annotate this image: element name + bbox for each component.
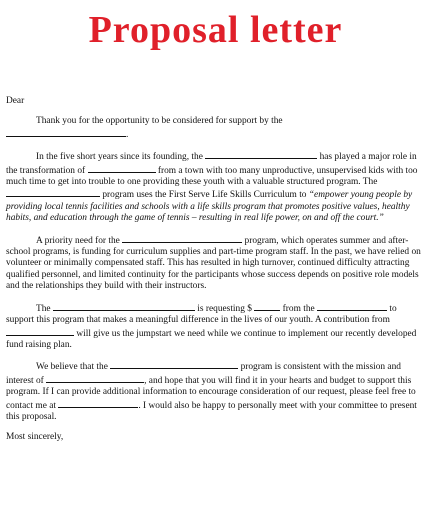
p4-text-b: is requesting $ xyxy=(197,303,252,314)
blank-field xyxy=(6,188,100,197)
p4-text-d: to support this program that makes a meaningful difference in the lives of our youth. A contribution from xyxy=(6,303,397,326)
blank-field xyxy=(122,234,242,243)
p2-text-f: these youth with a valuable structured program. The xyxy=(181,177,378,188)
paragraph-2 xyxy=(6,150,426,224)
p2-text-d: from a town with too many xyxy=(157,165,261,176)
p2-text-b: has xyxy=(319,152,333,163)
blank-field xyxy=(53,302,195,311)
p2-text-h: uses the First Serve Life Skills Curriculum to xyxy=(136,190,307,201)
p1-text: Thank you for the opportunity to be considered for support by the xyxy=(36,116,283,127)
p4-text-c: from the xyxy=(282,303,315,314)
paragraph-4 xyxy=(6,302,426,352)
p5-text-c: , and hope that you will find it in your hearts and budget to support this program. If I can provide additional information to encourage consideration of our request, please feel free to contact me at xyxy=(6,375,416,411)
p4-text-e: will give us the jumpstart we need while we continue to implement our recently developed fund raising plan. xyxy=(6,328,417,350)
blank-field xyxy=(58,399,138,408)
blank-field xyxy=(88,164,156,173)
blank-field xyxy=(254,302,280,311)
p2-text-c: played a major role in the transformation of xyxy=(6,152,417,176)
p2-text-e: unproductive, unsupervised kids with too much time to get into trouble to one providing xyxy=(6,165,418,188)
paragraph-5 xyxy=(6,360,426,423)
p2-text-g: program xyxy=(102,190,135,201)
p2-text-a: In the five short years since its founding, the xyxy=(36,152,203,163)
blank-field xyxy=(6,327,74,336)
curriculum-quote: “empower young people by providing local tennis facilities and schools with a life skills program that promotes positive values, healthy habits, and education through the game of tennis – resulting in real life power, on and off the court.” xyxy=(6,190,413,224)
p5-text-d: . xyxy=(138,400,141,411)
blank-field xyxy=(205,150,317,159)
letter-body xyxy=(6,96,426,453)
blank-field xyxy=(110,360,238,369)
p4-text-a: The xyxy=(36,303,51,314)
p3-text-b: program, which operates summer and after-school programs, is funding for curriculum supplies and part-time program staff. In the past, we have relied on volunteer or minimally compensated staff. This has resulted in high turnover, continued difficulty attracting qualified personnel, and limited continuity for the participants whose success depends on positive role models and the relationships they build with their instructors. xyxy=(6,235,421,292)
greeting: Dear xyxy=(6,96,25,106)
closing: Most sincerely, xyxy=(6,432,64,443)
p1-end: . xyxy=(126,129,129,140)
blank-field xyxy=(317,302,387,311)
banner-title: Proposal letter xyxy=(88,9,343,51)
paragraph-3 xyxy=(6,234,426,293)
blank-field xyxy=(6,128,126,137)
p5-text-a: We believe that the xyxy=(36,362,108,373)
p5-text-e: I would also be happy to personally meet with your committee to present this proposal. xyxy=(6,400,417,422)
paragraph-1 xyxy=(6,116,426,141)
blank-field xyxy=(46,374,144,383)
p5-text-b: program is consistent with the mission and interest of xyxy=(6,362,401,386)
p3-text-a: A priority need for the xyxy=(36,235,120,246)
